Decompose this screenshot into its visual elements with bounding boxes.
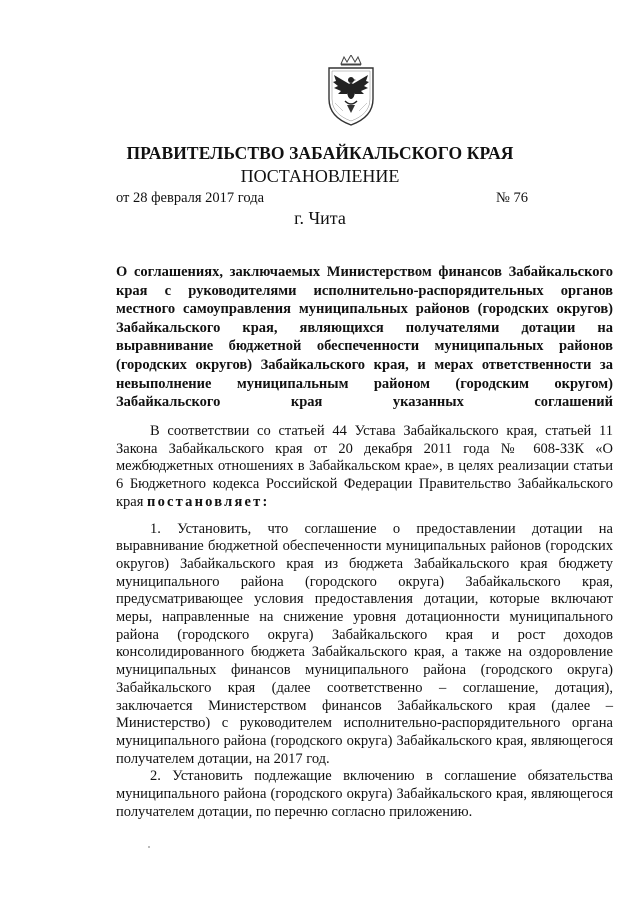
resolves-word: постановляет: [147,493,270,510]
preamble-paragraph [116,423,613,512]
item-1-paragraph: 1. Установить, что соглашение о предоставлении дотации на выравнивание бюджетной обеспеченности муниципальных районов (городских округов) Забайкальского края из бюджета Забайкальского края бюджету муниципального района (городского округа) Забайкальского края, предусматривающее условия предоставления дотации, которые включают меры, направленные на снижение уровня дотационности муниципального района (городского округа) Забайкальского края и рост доходов консолидированного бюджета Забайкальского края, а также на оздоровление муниципальных финансов муниципального района (городского округа) Забайкальского края (далее соответственно – соглашение, дотация), заключается Министерством финансов Забайкальского края (далее – Министерство) с руководителем исполнительно-распорядительного органа муниципального района (городского округа) Забайкальского края, являющегося получателем дотации, на 2017 год. [116,520,613,767]
preamble-text: В соответствии со статьей 44 Устава Забайкальского края, статьей 11 Закона Забайкальского края от 20 декабря 2011 года № 608-ЗЗК «О межбюджетных отношениях в Забайкальском крае», в целях реализации статьи 6 Бюджетного кодекса Российской Федерации Правительство Забайкальского края [116,423,613,510]
document-body [116,423,613,821]
document-city: г. Чита [294,208,346,228]
scan-speck [148,846,150,848]
document-date: от 28 февраля 2017 года [116,190,265,206]
document-number: № 76 [496,190,528,206]
organization-name: ПРАВИТЕЛЬСТВО ЗАБАЙКАЛЬСКОГО КРАЯ [126,143,514,163]
document-type: ПОСТАНОВЛЕНИЕ [240,166,400,186]
item-2-paragraph: 2. Установить подлежащие включению в соглашение обязательства муниципального района (городского округа) Забайкальского края, являющегося получателем дотации, по перечню согласно приложению. [116,768,613,820]
coat-of-arms-icon [325,55,377,127]
document-title: О соглашениях, заключаемых Министерством финансов Забайкальского края с руководителями исполнительно-распорядительных органов местного самоуправления муниципальных районов (городских округов) Забайкальского края, являющихся получателями дотации на выравнивание бюджетной обеспеченности муниципальных районов (городских округов) Забайкальского края, и мерах ответственности за невыполнение муниципальным районом (городским округом) Забайкальского края указанных соглашений [116,264,613,411]
